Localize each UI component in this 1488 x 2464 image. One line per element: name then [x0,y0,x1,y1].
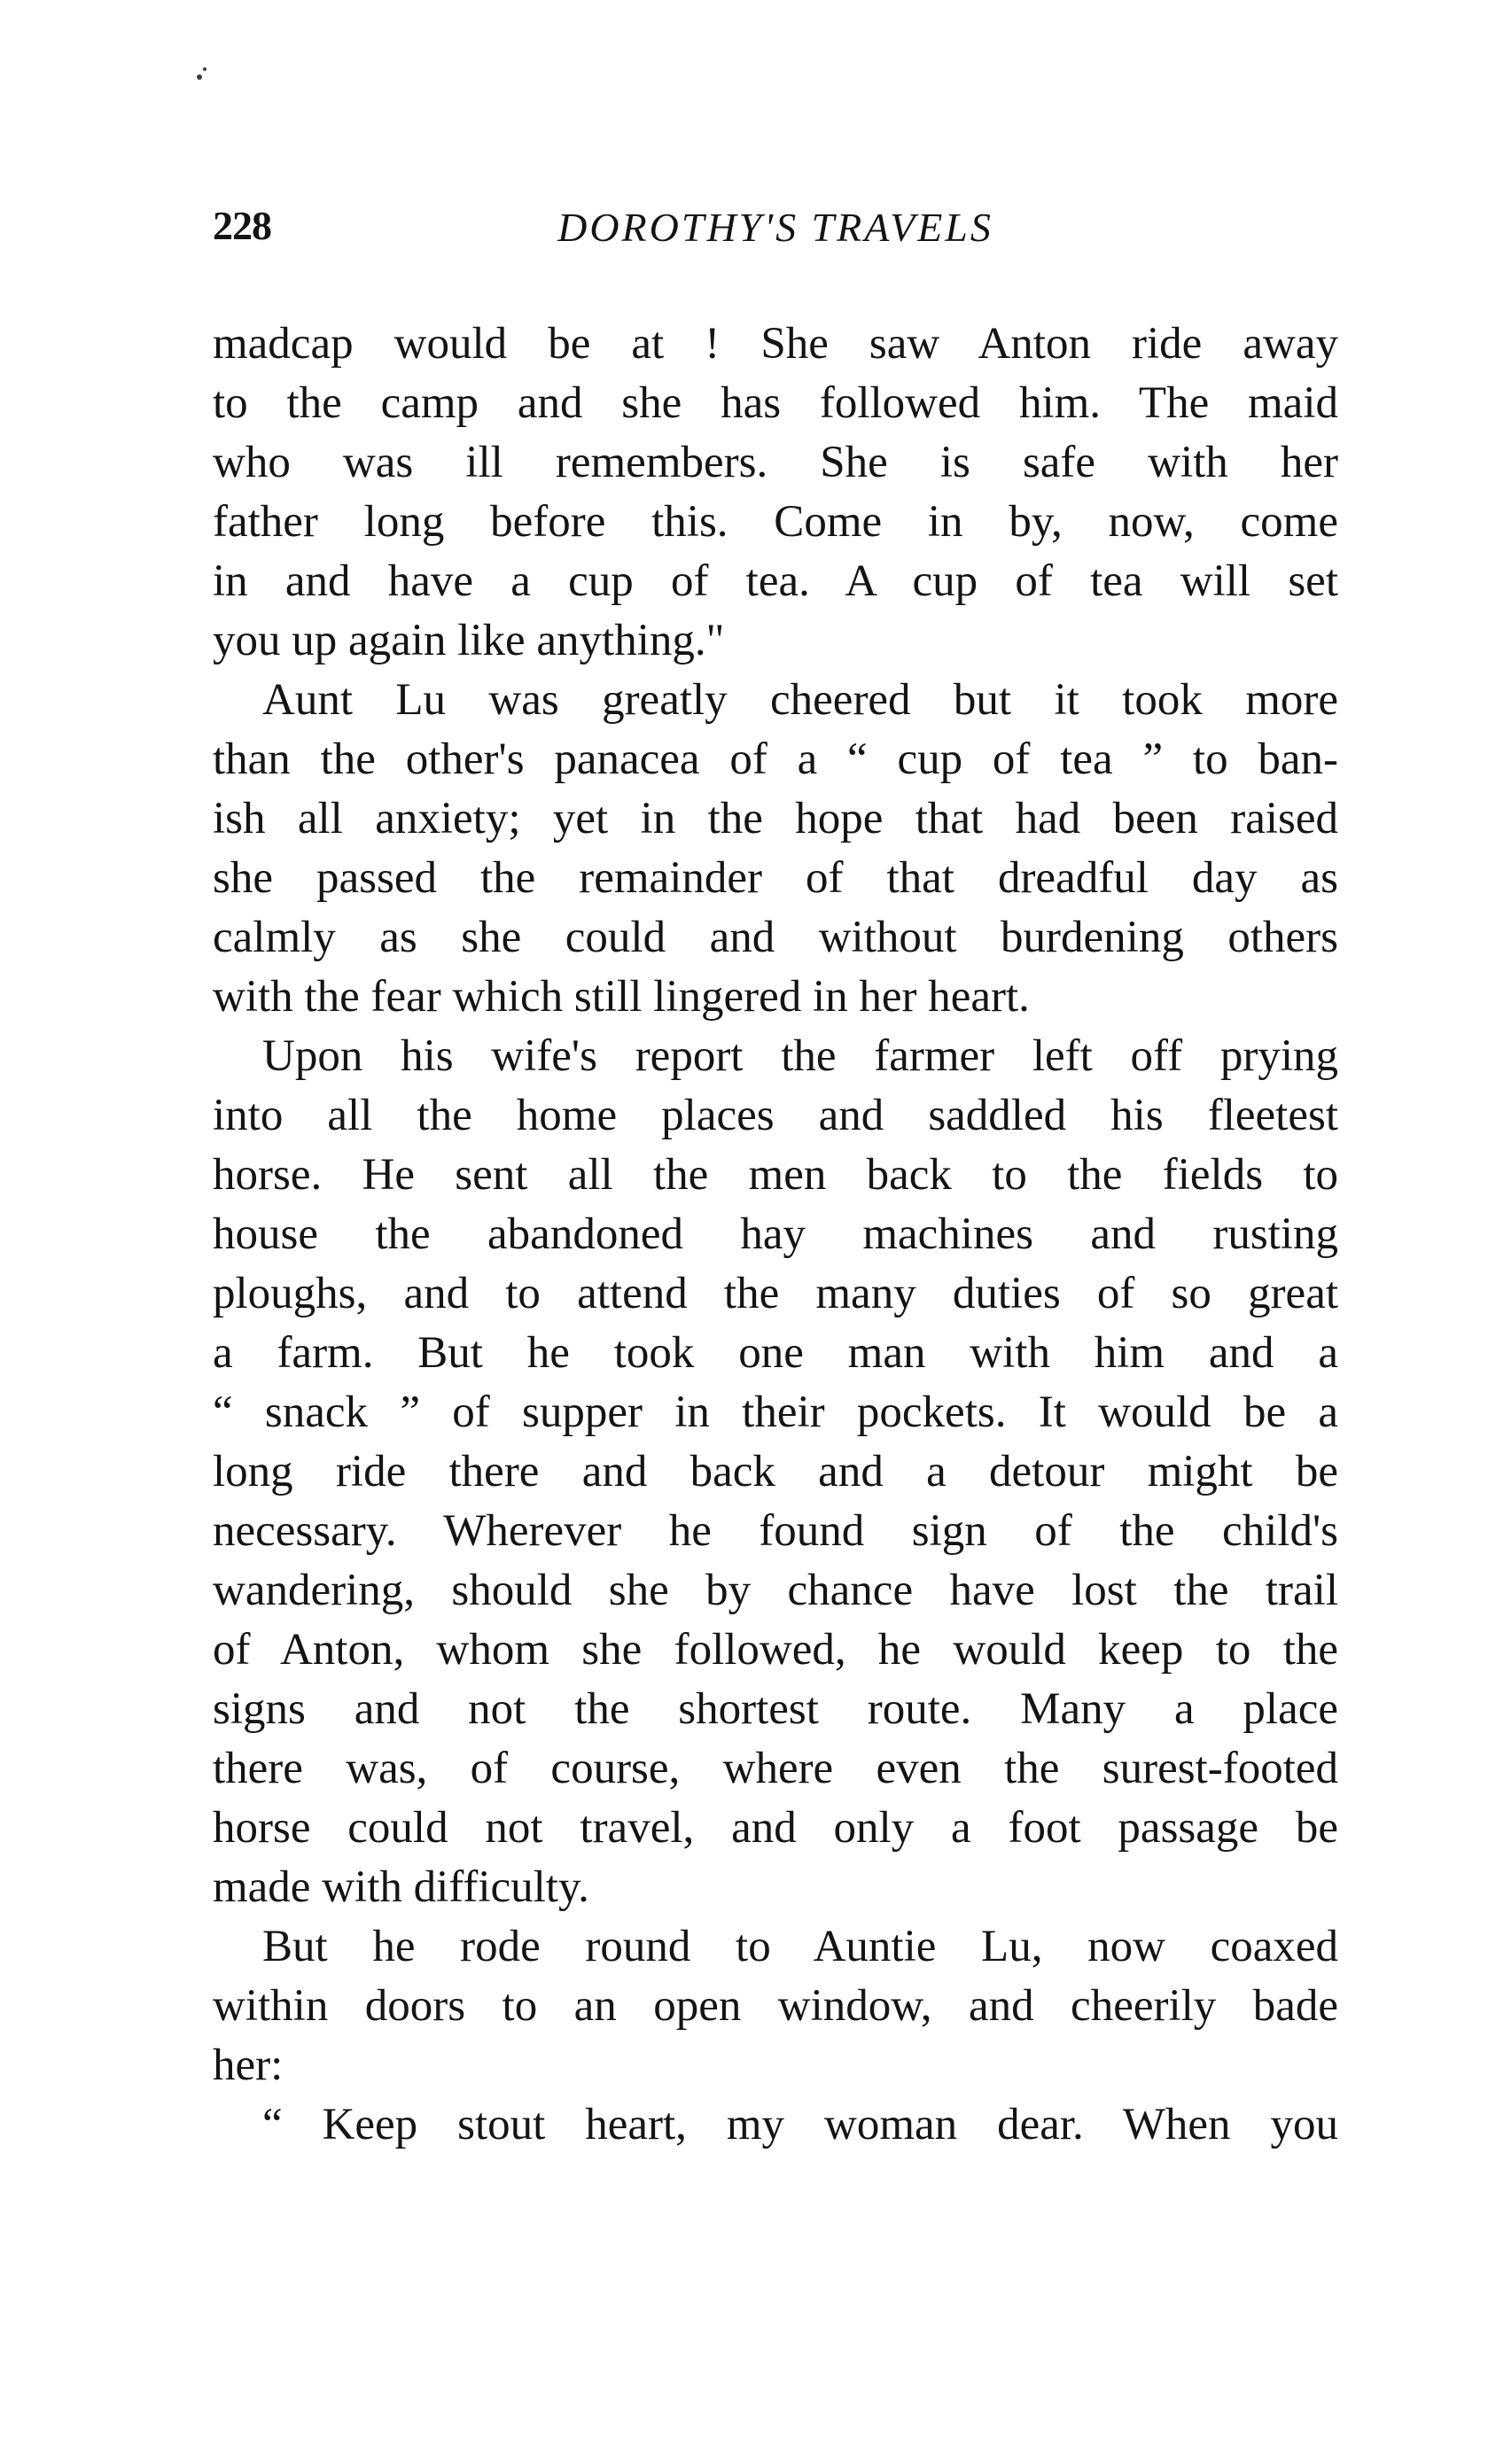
paragraph-start-line: “ Keep stout heart, my woman dear. When you [262,2100,1338,2149]
text-line: wandering, should she by chance have lost the trail [213,1566,1338,1615]
text-line: house the abandoned hay machines and rusting [213,1209,1338,1259]
text-line: of Anton, whom she followed, he would keep to the [213,1625,1338,1675]
text-line: you up again like anything." [213,616,725,665]
paragraph-start-line: Upon his wife's report the farmer left off prying [262,1031,1338,1081]
text-line: signs and not the shortest route. Many a place [213,1684,1338,1734]
text-line: her: [213,2040,284,2090]
running-head: DOROTHY'S TRAVELS [557,205,993,250]
text-line: to the camp and she has followed him. The maid [213,378,1338,428]
paragraph-start-line: Aunt Lu was greatly cheered but it took more [262,675,1338,725]
text-line: father long before this. Come in by, now, come [213,497,1338,547]
text-line: a farm. But he took one man with him and a [213,1328,1338,1378]
text-line: there was, of course, where even the surest-footed [213,1744,1338,1793]
text-line: horse could not travel, and only a foot passage be [213,1803,1338,1853]
text-line: in and have a cup of tea. A cup of tea will set [213,556,1338,606]
text-line: necessary. Wherever he found sign of the child's [213,1506,1338,1556]
text-line: madcap would be at ! She saw Anton ride away [213,319,1338,369]
text-line: who was ill remembers. She is safe with her [213,438,1338,487]
text-line: ploughs, and to attend the many duties of so great [213,1269,1338,1318]
text-line: made with difficulty. [213,1862,589,1912]
text-line: long ride there and back and a detour might be [213,1447,1338,1496]
text-line: into all the home places and saddled his fleetest [213,1091,1338,1140]
text-line: “ snack ” of supper in their pockets. It would be a [213,1387,1338,1437]
text-line: she passed the remainder of that dreadful day as [213,853,1338,903]
text-line: calmly as she could and without burdening others [213,913,1338,962]
page-number: 228 [213,203,271,248]
text-line: ish all anxiety; yet in the hope that had been raised [213,794,1338,843]
ink-speck [203,67,206,71]
paragraph-start-line: But he rode round to Auntie Lu, now coaxed [262,1922,1338,1971]
text-line: than the other's panacea of a “ cup of tea ” to ban- [213,735,1338,784]
text-line: within doors to an open window, and cheerily bade [213,1981,1338,2031]
page-header [213,202,1338,264]
text-line: horse. He sent all the men back to the fields to [213,1150,1338,1200]
text-line: with the fear which still lingered in her heart. [213,972,1030,1022]
ink-speck [197,74,202,80]
body-text [213,315,1338,2155]
